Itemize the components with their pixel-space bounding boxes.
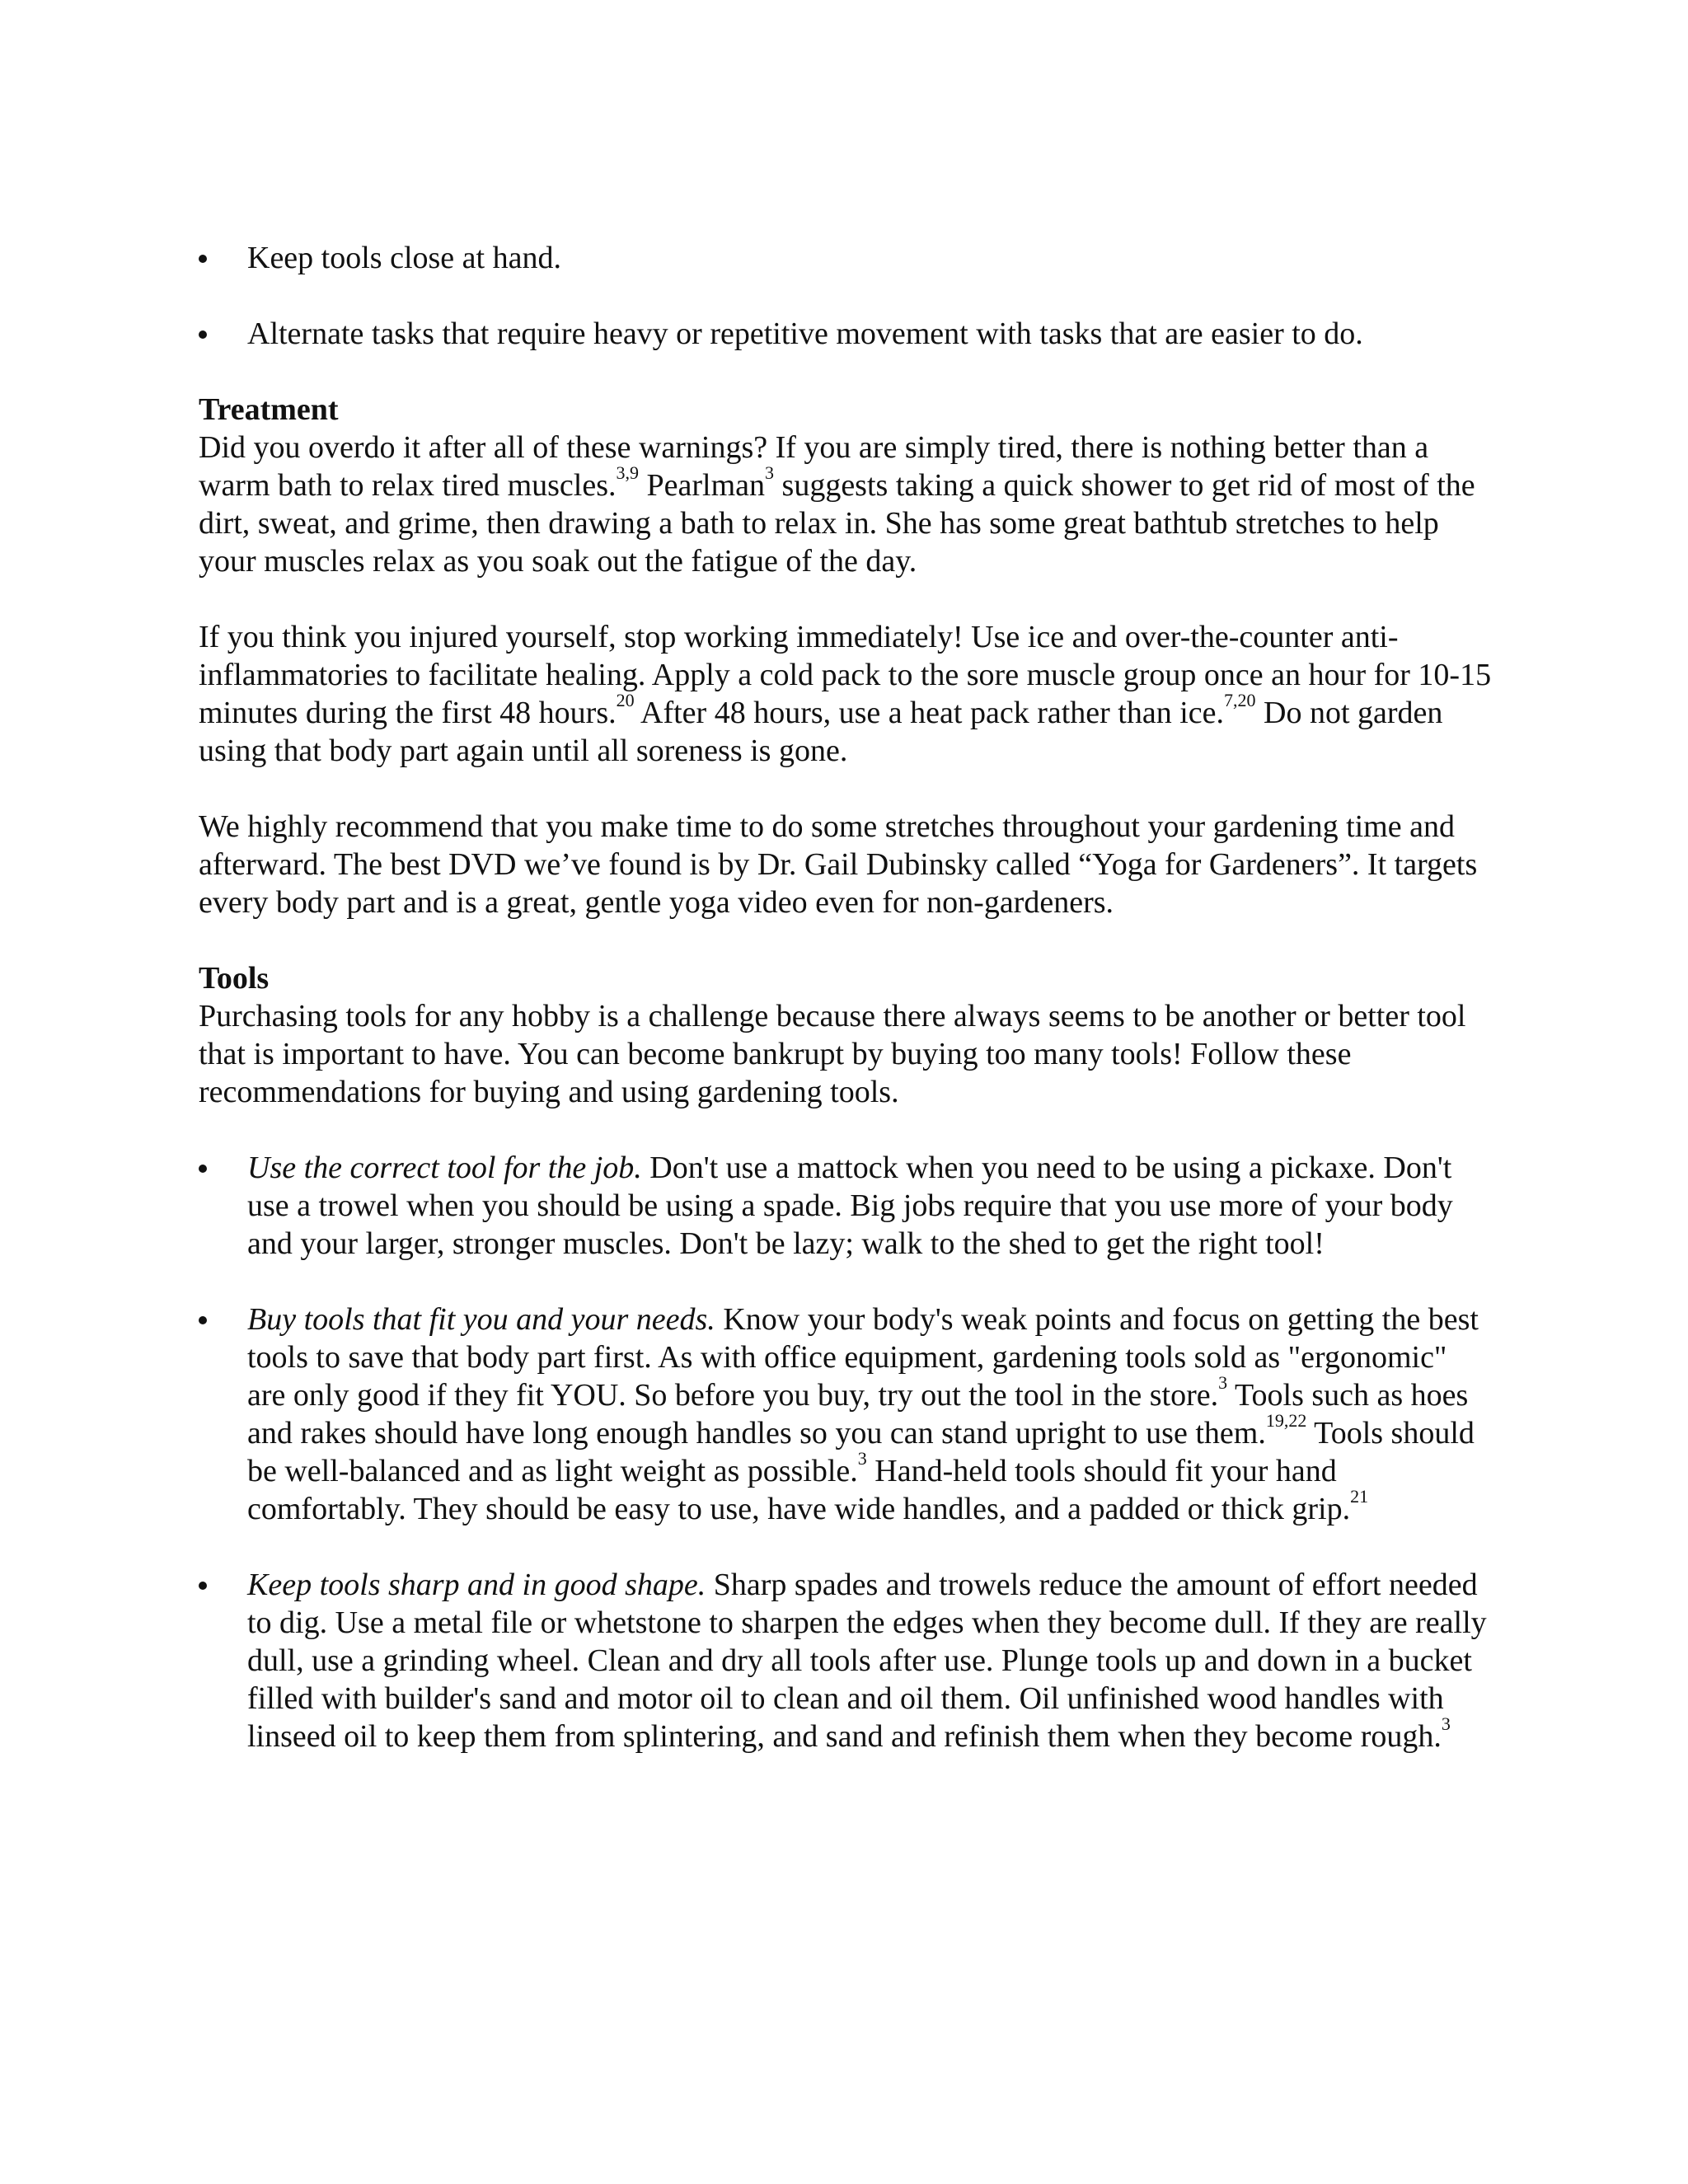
bullet-dot-icon	[199, 1582, 207, 1590]
list-item	[199, 1566, 1493, 1755]
text-run: Tools should be well-balanced and as light weight as possible.	[247, 1416, 1475, 1488]
spacer	[199, 580, 1493, 618]
bullet-dot-icon	[199, 330, 207, 339]
bullet-dot-icon	[199, 255, 207, 263]
text-run: suggests taking a quick shower to get rid of most of the dirt, sweat, and grime, then drawing a bath to relax in. She has some great bathtub stretches to help your muscles relax as you soak out the fatigue of the day.	[199, 468, 1475, 579]
citation: 3	[765, 462, 775, 484]
top-bullet-list	[199, 239, 1493, 353]
text-run: Do not garden using that body part again until all soreness is gone.	[199, 696, 1443, 768]
citation: 3,9	[616, 462, 640, 484]
treatment-paragraph-1	[199, 429, 1493, 580]
text-run: After 48 hours, use a heat pack rather than ice.	[634, 696, 1225, 730]
citation: 21	[1350, 1486, 1369, 1507]
list-item-text: Don't use a mattock when you need to be using a pickaxe. Don't use a trowel when you should be using a spade. Big jobs require that you use more of your body and your larger, stronger muscles. Don't be lazy; walk to the shed to get the right tool!	[247, 1151, 1453, 1261]
bullet-dot-icon	[199, 1316, 207, 1324]
citation: 3	[857, 1448, 867, 1469]
treatment-paragraph-2	[199, 618, 1493, 770]
spacer	[199, 1528, 1493, 1566]
text-run: Tools such as hoes and rakes should have long enough handles so you can stand upright to use them.	[247, 1378, 1469, 1451]
list-item	[199, 1301, 1493, 1528]
text-run: Did you overdo it after all of these warnings? If you are simply tired, there is nothing better than a warm bath to relax tired muscles.	[199, 430, 1429, 503]
spacer	[199, 1111, 1493, 1149]
citation: 3	[1441, 1713, 1451, 1735]
page-content	[199, 239, 1493, 1755]
list-item	[199, 239, 1493, 277]
citation: 7,20	[1224, 690, 1256, 711]
citation: 20	[616, 690, 635, 711]
treatment-paragraph-3: We highly recommend that you make time to do some stretches throughout your gardening time and afterward. The best DVD we’ve found is by Dr. Gail Dubinsky called “Yoga for Gardeners”. It targets every body part and is a great, gentle yoga video even for non-gardeners.	[199, 809, 1478, 920]
list-item-text: Keep tools close at hand.	[247, 241, 561, 275]
list-item-title: Buy tools that fit you and your needs.	[247, 1302, 715, 1337]
list-item	[199, 1149, 1493, 1263]
tools-heading: Tools	[199, 961, 270, 996]
bullet-dot-icon	[199, 1165, 207, 1173]
list-item-text: Alternate tasks that require heavy or repetitive movement with tasks that are easier to do.	[247, 316, 1363, 351]
spacer	[199, 277, 1493, 315]
spacer	[199, 1263, 1493, 1301]
text-run: Hand-held tools should fit your hand comfortably. They should be easy to use, have wide handles, and a padded or thick grip.	[247, 1454, 1351, 1526]
text-run: If you think you injured yourself, stop working immediately! Use ice and over-the-counter anti-inflammatories to facilitate healing. Apply a cold pack to the sore muscle group once an hour for 10-15 minutes during the first 48 hours.	[199, 620, 1492, 730]
list-item-title: Keep tools sharp and in good shape.	[247, 1568, 706, 1602]
spacer	[199, 770, 1493, 808]
spacer	[199, 921, 1493, 959]
text-run: Pearlman	[639, 468, 766, 503]
citation: 19,22	[1265, 1410, 1307, 1432]
citation: 3	[1218, 1372, 1228, 1394]
tools-bullet-list	[199, 1149, 1493, 1755]
tools-intro-paragraph: Purchasing tools for any hobby is a challenge because there always seems to be another or better tool that is important to have. You can become bankrupt by buying too many tools! Follow these recommendations for buying and using gardening tools.	[199, 999, 1466, 1109]
text-run: Know your body's weak points and focus on getting the best tools to save that body part first. As with office equipment, gardening tools sold as "ergonomic" are only good if they fit YOU. So before you buy, try out the tool in the store.	[247, 1302, 1479, 1413]
spacer	[199, 353, 1493, 391]
list-item-title: Use the correct tool for the job.	[247, 1151, 642, 1185]
treatment-heading: Treatment	[199, 392, 339, 427]
text-run: Sharp spades and trowels reduce the amount of effort needed to dig. Use a metal file or whetstone to sharpen the edges when they become dull. If they are really dull, use a grinding wheel. Clean and dry all tools after use. Plunge tools up and down in a bucket filled with builder's sand and motor oil to clean and oil them. Oil unfinished wood handles with linseed oil to keep them from splintering, and sand and refinish them when they become rough.	[247, 1568, 1487, 1754]
list-item	[199, 315, 1493, 353]
